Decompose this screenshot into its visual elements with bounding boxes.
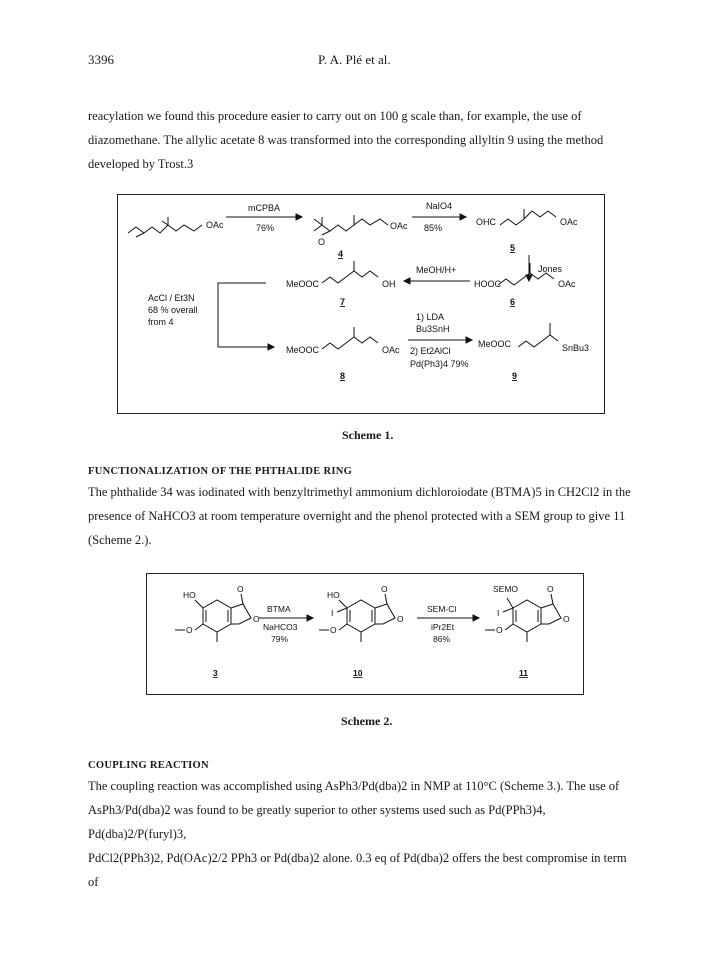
functionalization-line-3: (Scheme 2.). [88, 533, 152, 547]
label-o-ring-10: O [397, 614, 404, 624]
scheme-1-drawing [118, 195, 604, 413]
coupling-line-1: The coupling reaction was accomplished using AsPh3/Pd(dba)2 in NMP at 110°C (Scheme 3.). The use of [88, 779, 620, 793]
scheme-2-frame [146, 573, 584, 695]
ring-11 [513, 600, 541, 632]
label-ohc: OHC [476, 217, 496, 227]
chain-5 [500, 211, 556, 225]
label-accl: AcCl / Et3N [148, 293, 195, 303]
label-i-11: I [497, 608, 500, 618]
compound-8-number: 8 [340, 371, 346, 381]
label-yield-85: 85% [424, 223, 443, 233]
compound-9-number: 9 [512, 371, 518, 381]
coupling-paragraph [88, 774, 636, 894]
label-yield-76: 76% [256, 223, 275, 233]
label-ome-3: O [186, 625, 193, 635]
compound-5-number: 5 [510, 243, 516, 253]
label-from-4: from 4 [148, 317, 174, 327]
compound-4-number: 4 [338, 249, 344, 259]
scheme-1-caption: Scheme 1. [342, 428, 394, 442]
label-ipr2et: iPr2Et [431, 622, 455, 632]
page-number: 3396 [88, 52, 114, 67]
label-meooc-7: MeOOC [286, 279, 320, 289]
label-overall: 68 % overall [148, 305, 198, 315]
chain-9 [518, 335, 558, 347]
ring-10 [347, 600, 375, 632]
label-oac-8: OAc [382, 345, 400, 355]
label-oac-5: OAc [560, 217, 578, 227]
label-yield-86: 86% [433, 634, 451, 644]
label-yield-79: 79% [271, 634, 289, 644]
bracket-accl [218, 283, 268, 347]
label-pdpph: Pd(Ph3)4 79% [410, 359, 469, 369]
running-title: P. A. Plé et al. [318, 52, 391, 67]
section-heading-functionalization: FUNCTIONALIZATION OF THE PHTHALIDE RING [88, 466, 353, 477]
label-oac-6: OAc [558, 279, 576, 289]
label-oac-4: OAc [390, 221, 408, 231]
functionalization-paragraph [88, 480, 636, 552]
label-o-ring-3: O [253, 614, 260, 624]
label-o-top-10: O [381, 584, 388, 594]
scheme-2-caption: Scheme 2. [341, 714, 393, 728]
label-ome-10: O [330, 625, 337, 635]
label-o-top-3: O [237, 584, 244, 594]
ring-3 [203, 600, 231, 632]
chain-4 [314, 219, 388, 231]
label-jones: Jones [538, 264, 563, 274]
label-meoh: MeOH/H+ [416, 265, 457, 275]
label-hooc: HOOC [474, 279, 501, 289]
label-bu3snh: Bu3SnH [416, 324, 450, 334]
scheme-2-drawing [147, 574, 583, 694]
label-ho-3: HO [183, 590, 196, 600]
label-et2alcl: 2) Et2AlCl [410, 346, 451, 356]
label-meooc-8: MeOOC [286, 345, 320, 355]
label-lda: 1) LDA [416, 312, 445, 322]
functionalization-line-1: The phthalide 34 was iodinated with benzyltrimethyl ammonium dichloroiodate (BTMA)5 in CH2Cl2 in the [88, 485, 631, 499]
label-mcpba: mCPBA [248, 203, 281, 213]
label-oac-1: OAc [206, 220, 224, 230]
label-o-top-11: O [547, 584, 554, 594]
label-semo: SEMO [493, 584, 519, 594]
label-oh-7: OH [382, 279, 396, 289]
intro-line-1: reacylation we found this procedure easier to carry out on 100 g scale than, for example, the use of [88, 109, 582, 123]
chain-8 [322, 337, 378, 349]
label-nahco3: NaHCO3 [263, 622, 298, 632]
coupling-line-3: PdCl2(PPh3)2, Pd(OAc)2/2 PPh3 or Pd(dba)2 alone. 0.3 eq of Pd(dba)2 offers the best compromise in term of [88, 851, 627, 889]
scheme-1-frame [117, 194, 605, 414]
label-snbu3: SnBu3 [562, 343, 590, 353]
chain-1 [128, 225, 202, 233]
section-heading-coupling: COUPLING REACTION [88, 760, 209, 771]
label-o-ring-11: O [563, 614, 570, 624]
compound-10-number: 10 [353, 668, 363, 678]
label-btma: BTMA [267, 604, 291, 614]
compound-6-number: 6 [510, 297, 516, 307]
label-epoxide-o: O [318, 237, 326, 247]
label-ome-11: O [496, 625, 503, 635]
intro-line-3: developed by Trost.3 [88, 157, 194, 171]
compound-11-number: 11 [519, 668, 528, 678]
label-i-10: I [331, 608, 334, 618]
label-naio4: NaIO4 [426, 201, 453, 211]
compound-7-number: 7 [340, 297, 346, 307]
label-semcl: SEM-Cl [427, 604, 457, 614]
intro-line-2: diazomethane. The allylic acetate 8 was transformed into the corresponding allyltin 9 using the method [88, 133, 604, 147]
compound-3-number: 3 [213, 668, 218, 678]
intro-paragraph [88, 104, 636, 176]
label-meooc-9: MeOOC [478, 339, 512, 349]
chain-7 [322, 271, 378, 283]
functionalization-line-2: presence of NaHCO3 at room temperature overnight and the phenol protected with a SEM group to give 11 [88, 509, 626, 523]
label-ho-10: HO [327, 590, 340, 600]
coupling-line-2: AsPh3/Pd(dba)2 was found to be greatly superior to other systems used such as Pd(PPh3)4, Pd(dba)2/P(furyl)3, [88, 803, 546, 841]
